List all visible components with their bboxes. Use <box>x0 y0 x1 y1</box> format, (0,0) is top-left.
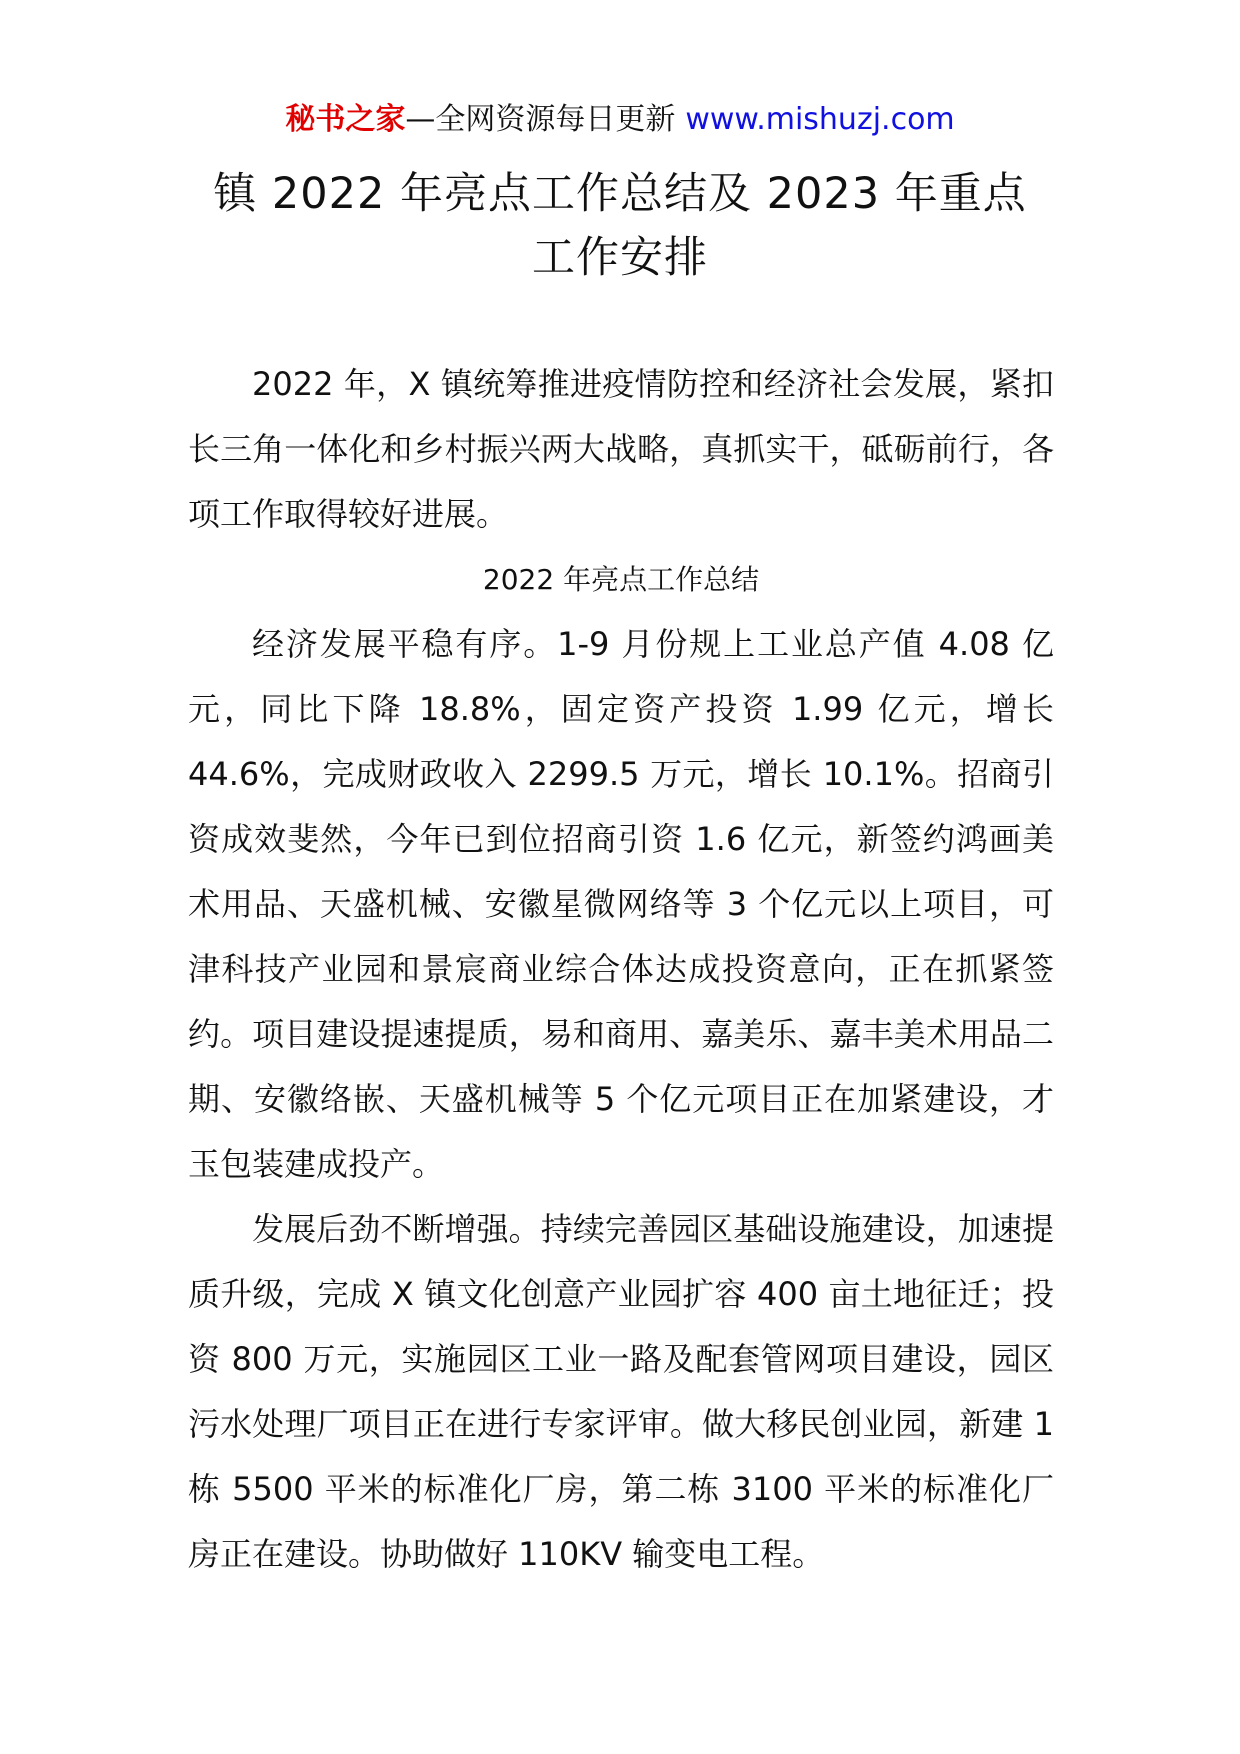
document-title <box>150 162 1090 290</box>
header-tagline: —全网资源每日更新 <box>405 102 676 137</box>
intro-paragraph: 2022 年，X 镇统筹推进疫情防控和经济社会发展，紧扣长三角一体化和乡村振兴两大战略，真抓实干，砥砺前行，各项工作取得较好进展。 <box>188 365 1054 533</box>
site-header <box>0 100 1240 140</box>
brand-name: 秘书之家 <box>285 102 406 137</box>
title-line-1: 镇 2022 年亮点工作总结及 2023 年重点 <box>213 169 1027 219</box>
economy-paragraph: 经济发展平稳有序。1-9 月份规上工业总产值 4.08 亿元，同比下降 18.8%，固定资产投资 1.99 亿元，增长 44.6%，完成财政收入 2299.5 万元，增长 10.1%。招商引资成效斐然，今年已到位招商引资 1.6 亿元，新签约鸿画美术用品、天盛机械、安徽星微网络等 3 个亿元以上项目，可津科技产业园和景宸商业综合体达成投资意向，正在抓紧签约。项目建设提速提质，易和商用、嘉美乐、嘉丰美术用品二期、安徽络嵌、天盛机械等 5 个亿元项目正在加紧建设，才玉包装建成投产。 <box>188 625 1054 1183</box>
site-url-link[interactable]: www.mishuzj.com <box>685 102 955 137</box>
title-line-2: 工作安排 <box>532 233 708 283</box>
document-body <box>188 352 1054 1587</box>
momentum-paragraph: 发展后劲不断增强。持续完善园区基础设施建设，加速提质升级，完成 X 镇文化创意产业园扩容 400 亩土地征迁；投资 800 万元，实施园区工业一路及配套管网项目建设，园区污水处理厂项目正在进行专家评审。做大移民创业园，新建 1 栋 5500 平米的标准化厂房，第二栋 3100 平米的标准化厂房正在建设。协助做好 110KV 输变电工程。 <box>188 1210 1054 1573</box>
section-heading: 2022 年亮点工作总结 <box>482 563 760 596</box>
